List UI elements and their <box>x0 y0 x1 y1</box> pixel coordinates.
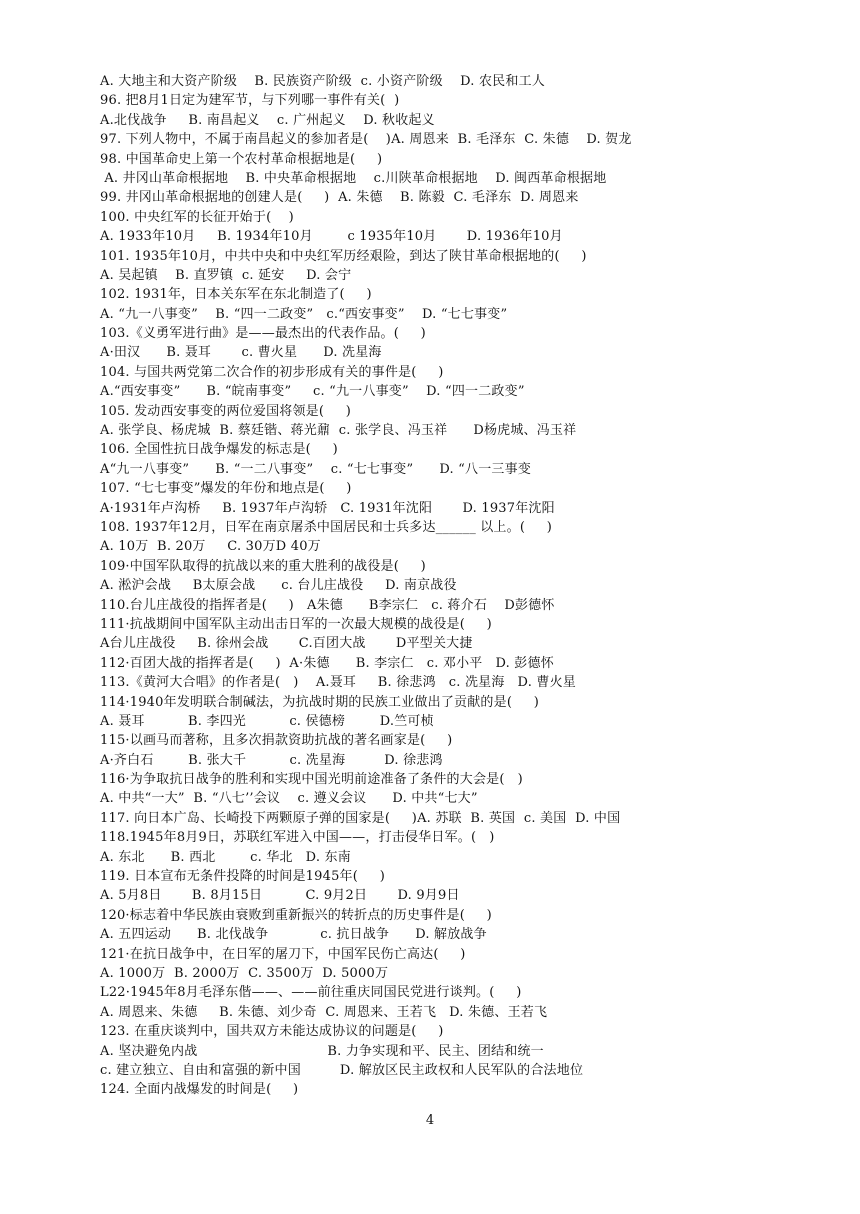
text-line: A. 井冈山革命根据地 B. 中央革命根据地 c.川陕革命根据地 D. 闽西革命根据地 <box>100 170 607 186</box>
text-line: 108. 1937年12月，日军在南京屠杀中国居民和士兵多达______ 以上。( ) <box>100 519 553 535</box>
text-line: 99. 井冈山革命根据地的创建人是( ) A. 朱德 B. 陈毅 C. 毛泽东 D. 周恩来 <box>100 190 579 206</box>
text-line: 109·中国军队取得的抗战以来的重大胜利的战役是( ) <box>100 558 426 574</box>
text-line: 96. 把8月1日定为建军节，与下列哪一事件有关( ) <box>100 93 400 109</box>
text-line: A. 五四运动 B. 北伐战争 c. 抗日战争 D. 解放战争 <box>100 927 487 943</box>
text-line: 104. 与国共两党第二次合作的初步形成有关的事件是( ) <box>100 364 444 380</box>
text-line: 116·为争取抗日战争的胜利和实现中国光明前途准备了条件的大会是( ) <box>100 772 523 788</box>
text-line: 114·1940年发明联合制碱法，为抗战时期的民族工业做出了贡献的是( ) <box>100 694 540 710</box>
text-line: 123. 在重庆谈判中，国共双方未能达成协议的问题是( ) <box>100 1024 444 1040</box>
text-line: A·田汉 B. 聂耳 c. 曹火星 D. 冼星海 <box>100 345 382 361</box>
text-line: A“九一八事变” B. “一二八事变” c. “七七事变” D. “八一三事变 <box>100 461 532 477</box>
text-line: A. 5月8日 B. 8月15日 C. 9月2日 D. 9月9日 <box>100 888 460 904</box>
text-line: A. 吴起镇 B. 直罗镇 c. 延安 D. 会宁 <box>100 267 352 283</box>
text-line: 98. 中国革命史上第一个农村革命根据地是( ) <box>100 151 383 167</box>
text-line: A. 张学良、杨虎城 B. 蔡廷锴、蒋光鼐 c. 张学良、冯玉祥 D杨虎城、冯玉祥 <box>100 423 577 439</box>
text-line: A. 东北 B. 西北 c. 华北 D. 东南 <box>100 849 351 865</box>
text-line: A.“西安事变” B. “皖南事变” c. “九一八事变” D. “四一二政变” <box>100 384 525 400</box>
text-line: 121·在抗日战争中，在日军的屠刀下，中国军民伤亡高达( ) <box>100 946 466 962</box>
text-line: A. 坚决避免内战 B. 力争实现和平、民主、团结和统一 <box>100 1043 544 1059</box>
text-line: A. “九一八事变” B. “四一二政变” c.“西安事变” D. “七七事变” <box>100 306 508 322</box>
text-line: 119. 日本宣布无条件投降的时间是1945年( ) <box>100 869 385 885</box>
text-line: A. 10万 B. 20万 C. 30万D 40万 <box>100 539 321 555</box>
text-line: A. 中共“一大” B. “八七’’会议 c. 遵义会议 D. 中共“七大” <box>100 791 478 807</box>
text-line: 97. 下列人物中，不属于南昌起义的参加者是( )A. 周恩来 B. 毛泽东 C. 朱德 D. 贺龙 <box>100 132 632 148</box>
text-line: 113.《黄河大合唱》的作者是( ) A.聂耳 B. 徐悲鸿 c. 冼星海 D. 曹火星 <box>100 675 576 691</box>
text-line: A. 聂耳 B. 李四光 c. 侯德榜 D.竺可桢 <box>100 713 434 729</box>
text-line: 115·以画马而著称，且多次捐款资助抗战的著名画家是( ) <box>100 733 453 749</box>
text-line: A.北伐战争 B. 南昌起义 c. 广州起义 D. 秋收起义 <box>100 112 435 128</box>
text-line: A. 1933年10月 B. 1934年10月 c 1935年10月 D. 1936年10月 <box>100 229 563 245</box>
text-line: A台儿庄战役 B. 徐州会战 C.百团大战 D平型关大捷 <box>100 636 473 652</box>
text-line: A. 1000万 B. 2000万 C. 3500万 D. 5000万 <box>100 965 389 981</box>
text-line: A·1931年卢沟桥 B. 1937年卢沟轿 C. 1931年沈阳 D. 1937年沈阳 <box>100 500 555 516</box>
text-line: 124. 全面内战爆发的时间是( ) <box>100 1082 299 1098</box>
text-line: 118.1945年8月9日，苏联红军进入中国——，打击侵华日军。( ) <box>100 830 495 846</box>
text-line: 120·标志着中华民族由衰败到重新振兴的转折点的历史事件是( ) <box>100 907 492 923</box>
text-line: 105. 发动西安事变的两位爱国将领是( ) <box>100 403 352 419</box>
text-line: 106. 全国性抗日战争爆发的标志是( ) <box>100 442 338 458</box>
text-line: A. 淞沪会战 B太原会战 c. 台儿庄战役 D. 南京战役 <box>100 578 457 594</box>
text-line: 117. 向日本广岛、长崎投下两颗原子弹的国家是( )A. 苏联 B. 英国 c. 美国 D. 中国 <box>100 810 621 826</box>
text-line: 110.台儿庄战役的指挥者是( ) A朱德 B李宗仁 c. 蒋介石 D彭德怀 <box>100 597 555 613</box>
text-line: A. 大地主和大资产阶级 B. 民族资产阶级 c. 小资产阶级 D. 农民和工人 <box>100 74 545 89</box>
text-line: 102. 1931年，日本关东军在东北制造了( ) <box>100 287 372 303</box>
text-line: A·齐白石 B. 张大千 c. 冼星海 D. 徐悲鸿 <box>100 752 443 768</box>
text-line: 101. 1935年10月，中共中央和中央红军历经艰险，到达了陕甘革命根据地的( ) <box>100 248 587 264</box>
text-line: 100. 中央红军的长征开始于( ) <box>100 209 294 225</box>
text-line: A. 周恩来、朱德 B. 朱德、刘少奇 C. 周恩来、王若飞 D. 朱德、王若飞 <box>100 1004 548 1020</box>
text-line: 103.《义勇军进行曲》是——最杰出的代表作品。( ) <box>100 326 426 342</box>
text-line: 107. “七七事变”爆发的年份和地点是( ) <box>100 481 352 497</box>
question-list <box>100 72 760 1100</box>
text-line: 111·抗战期间中国军队主动出击日军的一次最大规模的战役是( ) <box>100 616 492 632</box>
text-line: c. 建立独立、自由和富强的新中国 D. 解放区民主政权和人民军队的合法地位 <box>100 1062 584 1078</box>
text-line: L22·1945年8月毛泽东偕——、——前往重庆同国民党进行谈判。( ) <box>100 985 522 1001</box>
page-number: 4 <box>425 1113 435 1128</box>
text-line: 112·百团大战的指挥者是( ) A·朱德 B. 李宗仁 c. 邓小平 D. 彭德怀 <box>100 655 554 671</box>
